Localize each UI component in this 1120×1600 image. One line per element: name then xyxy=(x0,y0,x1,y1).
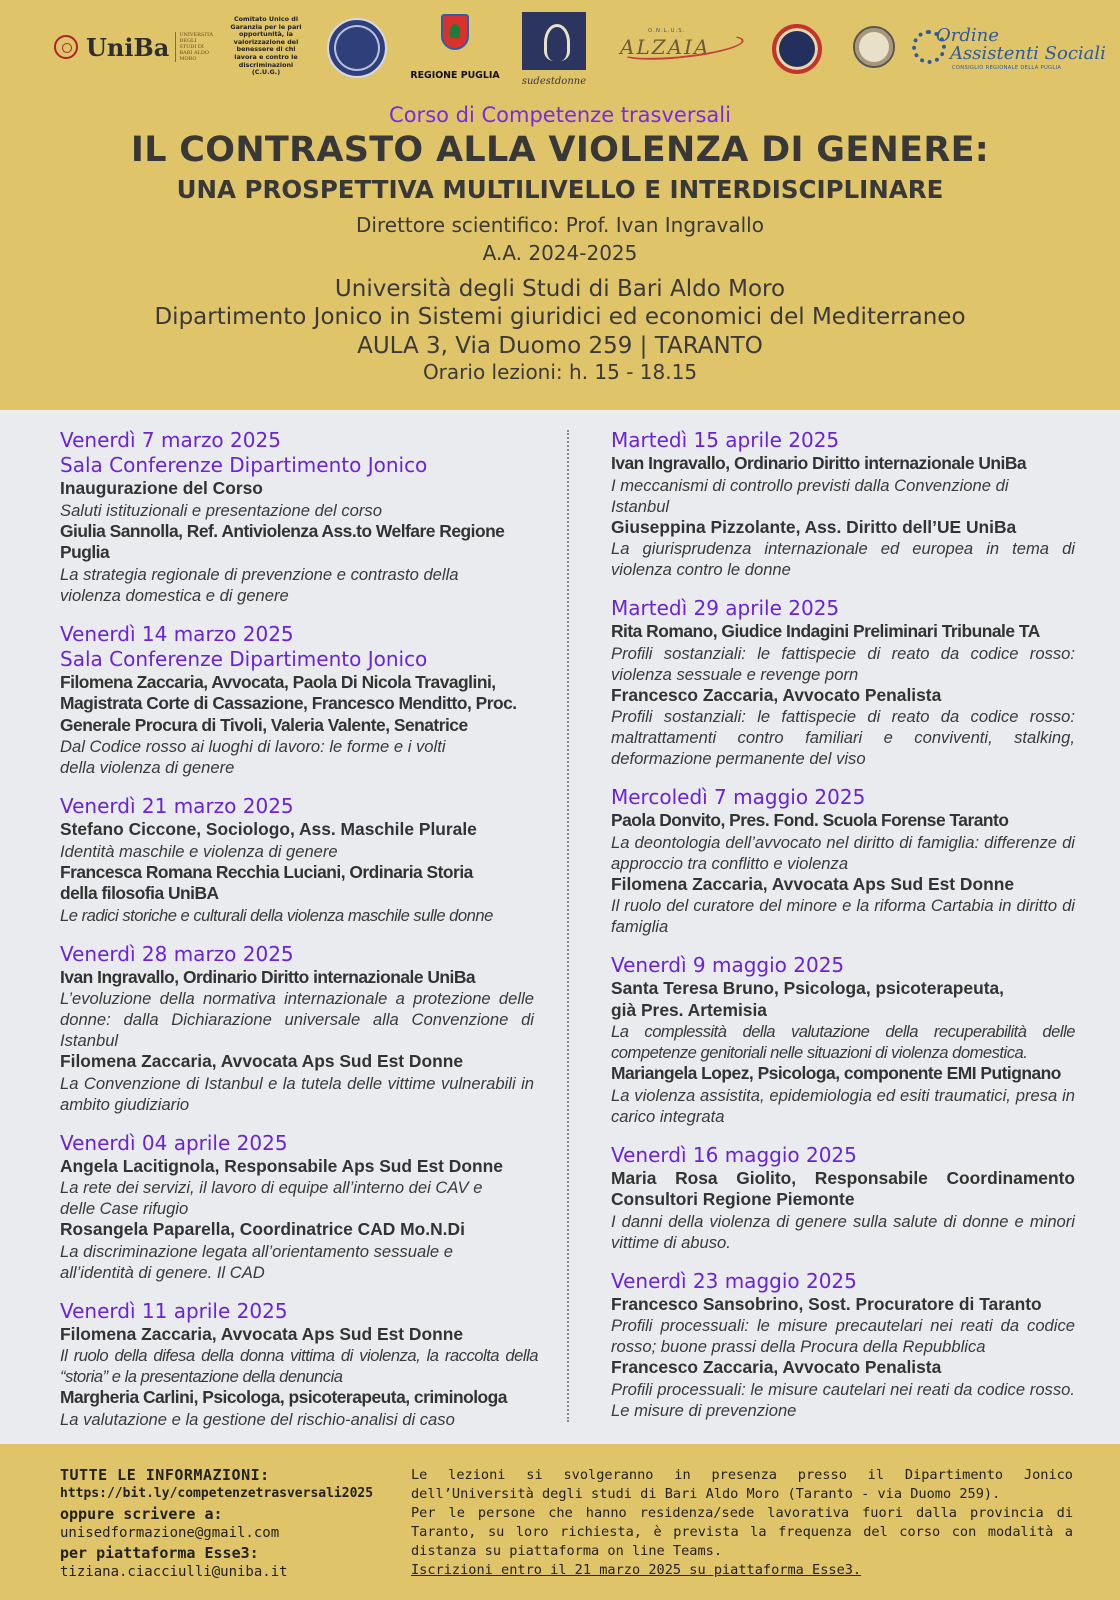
venue-address: AULA 3, Via Duomo 259 | TARANTO xyxy=(357,333,763,359)
contact-info xyxy=(60,1466,400,1581)
session-date: Martedì 15 aprile 2025 xyxy=(611,428,840,452)
session-entry xyxy=(60,862,538,926)
session xyxy=(60,428,538,606)
alzaia-wordmark: ALZAIA xyxy=(620,35,711,59)
session-entry xyxy=(611,1063,1075,1127)
note-registration: Iscrizioni entro il 21 marzo 2025 su piattaforma Esse3. xyxy=(411,1562,862,1578)
session-speaker: Giulia Sannolla, Ref. Antiviolenza Ass.to Welfare Regione Puglia xyxy=(60,520,505,562)
write-label: oppure scrivere a: xyxy=(60,1505,223,1523)
session-speaker: Filomena Zaccaria, Avvocata Aps Sud Est Donne xyxy=(60,1051,463,1071)
session-entry xyxy=(60,1156,538,1220)
session-entry xyxy=(611,1168,1075,1253)
uniba-logo xyxy=(54,32,214,62)
uniba-seal-icon xyxy=(54,35,78,59)
session xyxy=(60,942,538,1115)
sudestdonne-mark-icon xyxy=(522,12,586,70)
session xyxy=(60,1299,538,1430)
session-entry xyxy=(611,874,1075,938)
program-right-column xyxy=(611,428,1075,1437)
session-topic: Le radici storiche e culturali della violenza maschile sulle donne xyxy=(60,905,493,925)
session-entry xyxy=(611,685,1075,770)
session-topic: Saluti istituzionali e presentazione del corso xyxy=(60,500,382,520)
session-topic: La strategia regionale di prevenzione e contrasto della violenza domestica e di genere xyxy=(60,564,459,605)
course-type: Corso di Competenze trasversali xyxy=(389,103,731,127)
contact-email[interactable]: unisedformazione@gmail.com xyxy=(60,1525,280,1541)
column-divider xyxy=(567,430,569,1422)
session-date: Venerdì 16 maggio 2025 xyxy=(611,1142,857,1167)
session-speaker: Ivan Ingravallo, Ordinario Diritto internazionale UniBa xyxy=(611,453,1027,473)
session-entry xyxy=(611,1294,1075,1358)
session-date: Venerdì 23 maggio 2025 xyxy=(611,1268,857,1293)
session-topic: I meccanismi di controllo previsti dalla Convenzione di Istanbul xyxy=(611,475,1009,516)
session-topic: Profili sostanziali: le fattispecie di reato da codice rosso: maltrattamenti contro familiari e conviventi, stalking, deformazione permanente del viso xyxy=(611,707,1075,768)
info-link[interactable]: https://bit.ly/competenzetrasversali2025 xyxy=(60,1486,374,1501)
session-topic: L’evoluzione della normativa internazionale a protezione delle donne: dalla Dichiarazione universale alla Convenzione di Istanbul xyxy=(60,989,534,1050)
session-entry xyxy=(611,517,1075,581)
session-speaker: Santa Teresa Bruno, Psicologa, psicoterapeuta, già Pres. Artemisia xyxy=(611,978,1005,1020)
cug-logo-text: Comitato Unico di Garanzia per le pari opportunità, la valorizzazione del benessere di chi lavora e contro le discriminazioni (C.U.G.) xyxy=(230,15,302,77)
forensic-association-seal-icon xyxy=(772,24,822,74)
session-speaker: Stefano Ciccone, Sociologo, Ass. Maschile Plurale xyxy=(60,819,477,839)
session-topic: La Convenzione di Istanbul e la tutela delle vittime vulnerabili in ambito giudiziario xyxy=(60,1073,534,1114)
session-entry xyxy=(60,1387,538,1430)
alzaia-logo xyxy=(620,26,744,60)
note-in-person: Le lezioni si svolgeranno in presenza presso il Dipartimento Jonico dell’Università degli studi di Bari Aldo Moro (Taranto - via Duomo 259). xyxy=(411,1467,1073,1502)
academic-year: A.A. 2024-2025 xyxy=(482,241,638,265)
session-date: Venerdì 28 marzo 2025 xyxy=(60,941,294,966)
lesson-hours: Orario lezioni: h. 15 - 18.15 xyxy=(422,360,698,384)
attendance-notes xyxy=(411,1466,1073,1580)
session-entry xyxy=(611,978,1075,1063)
session-topic: Identità maschile e violenza di genere xyxy=(60,841,338,861)
session-topic: La deontologia dell’avvocato nel diritto di famiglia: differenze di approccio tra conflitto e violenza xyxy=(611,832,1075,873)
alzaia-onlus: O.N.L.U.S. xyxy=(648,28,686,34)
session-topic: La rete dei servizi, il lavoro di equipe all’interno dei CAV e delle Case rifugio xyxy=(60,1178,483,1218)
session-entry xyxy=(611,621,1075,685)
session-topic: La valutazione e la gestione del rischio-analisi di caso xyxy=(60,1409,455,1429)
sudestdonne-logo xyxy=(520,12,588,87)
sudestdonne-label: sudestdonne xyxy=(521,76,587,87)
session-speaker: Giuseppina Pizzolante, Ass. Diritto dell’UE UniBa xyxy=(611,516,1017,537)
regione-puglia-logo xyxy=(408,14,502,81)
session-entry xyxy=(60,672,538,779)
note-remote: Per le persone che hanno residenza/sede lavorativa fuori dalla provincia di Taranto, su loro richiesta, è prevista la frequenza del corso con modalità a distanza su piattaforma on line Teams. xyxy=(411,1505,1073,1559)
session-place: Sala Conferenze Dipartimento Jonico xyxy=(60,646,428,671)
session-speaker: Filomena Zaccaria, Avvocata Aps Sud Est Donne xyxy=(611,873,1014,894)
session xyxy=(611,785,1075,937)
session xyxy=(611,1269,1075,1421)
session xyxy=(60,1131,538,1283)
session xyxy=(611,596,1075,769)
session-topic: Profili processuali: le misure cautelari nei reati da codice rosso. Le misure di prevenzione xyxy=(611,1379,1075,1420)
session-date: Venerdì 21 marzo 2025 xyxy=(60,794,294,818)
uniba-caption: UNIVERSITÀ DEGLI STUDI DI BARI ALDO MORO xyxy=(175,32,211,62)
uniba-wordmark: UniBa xyxy=(86,32,170,62)
session-date: Venerdì 11 aprile 2025 xyxy=(60,1298,288,1323)
session xyxy=(60,794,538,926)
session-topic: Dal Codice rosso ai luoghi di lavoro: le forme e i volti della violenza di genere xyxy=(60,737,446,777)
session xyxy=(60,622,538,779)
session-speaker: Francesco Zaccaria, Avvocato Penalista xyxy=(611,1357,942,1377)
session-date: Venerdì 14 marzo 2025 xyxy=(60,621,294,646)
session-speaker: Filomena Zaccaria, Avvocata, Paola Di Nicola Travaglini, Magistrata Corte di Cassazione, Francesco Menditto, Proc. Generale Procura di Tivoli, Valeria Valente, Senatrice xyxy=(60,671,517,735)
department-name: Dipartimento Jonico in Sistemi giuridici ed economici del Mediterraneo xyxy=(154,304,966,330)
session-speaker: Francesca Romana Recchia Luciani, Ordinaria Storia della filosofia UniBA xyxy=(60,861,473,903)
session-date: Venerdì 9 maggio 2025 xyxy=(611,953,845,977)
info-label: TUTTE LE INFORMAZIONI: xyxy=(60,1466,270,1484)
session-topic: Profili sostanziali: le fattispecie di reato da codice rosso: violenza sessuale e revenge porn xyxy=(611,643,1075,684)
session-entry xyxy=(611,453,1075,517)
session-entry xyxy=(60,1051,538,1115)
session-entry xyxy=(60,967,538,1052)
footer-banner xyxy=(0,1444,1120,1600)
program-left-column xyxy=(60,428,538,1446)
regione-puglia-label: REGIONE PUGLIA xyxy=(410,70,500,81)
session-entry xyxy=(60,521,538,606)
session-topic: I danni della violenza di genere sulla salute di donne e minori vittime di abuso. xyxy=(611,1211,1075,1252)
session-topic: Il ruolo della difesa della donna vittima di violenza, la raccolta della “storia” e la presentazione della denuncia xyxy=(60,1346,538,1386)
session-speaker: Paola Donvito, Pres. Fond. Scuola Forense Taranto xyxy=(611,810,1009,830)
scientific-director: Direttore scientifico: Prof. Ivan Ingravallo xyxy=(356,213,764,237)
scuola-forense-seal-icon xyxy=(853,26,895,68)
session-speaker: Angela Lacitignola, Responsabile Aps Sud Est Donne xyxy=(60,1155,503,1176)
session-speaker: Filomena Zaccaria, Avvocata Aps Sud Est Donne xyxy=(60,1323,463,1344)
session-place: Sala Conferenze Dipartimento Jonico xyxy=(60,453,428,477)
session-date: Venerdì 7 marzo 2025 xyxy=(60,428,281,452)
session-entry xyxy=(60,1324,538,1388)
esse3-email[interactable]: tiziana.ciacciulli@uniba.it xyxy=(60,1564,288,1580)
department-seal-icon xyxy=(327,18,387,78)
ordine-word-2: Assistenti Sociali xyxy=(950,43,1106,64)
session-topic: La violenza assistita, epidemiologia ed esiti traumatici, presa in carico integrata xyxy=(611,1085,1075,1126)
header-banner xyxy=(0,0,1120,410)
session-entry xyxy=(611,1357,1075,1421)
session-speaker: Maria Rosa Giolito, Responsabile Coordinamento Consultori Regione Piemonte xyxy=(611,1167,1075,1209)
session-speaker: Ivan Ingravallo, Ordinario Diritto internazionale UniBa xyxy=(60,966,476,987)
session-speaker: Margheria Carlini, Psicologa, psicoterapeuta, criminologa xyxy=(60,1387,507,1407)
scuola-forense-logo xyxy=(848,20,900,76)
course-title: IL CONTRASTO ALLA VIOLENZA DI GENERE: xyxy=(130,130,990,170)
session-speaker: Rosangela Paparella, Coordinatrice CAD Mo.N.Di xyxy=(60,1219,465,1239)
session-topic: La giurisprudenza internazionale ed europea in tema di violenza contro le donne xyxy=(611,539,1075,579)
session-entry xyxy=(60,1219,538,1283)
session xyxy=(611,953,1075,1127)
session xyxy=(611,428,1075,580)
ordine-caption: CONSIGLIO REGIONALE DELLA PUGLIA xyxy=(952,65,1062,71)
session-speaker: Francesco Sansobrino, Sost. Procuratore di Taranto xyxy=(611,1293,1042,1314)
ordine-assistenti-sociali-logo xyxy=(912,25,1106,76)
session-date: Mercoledì 7 maggio 2025 xyxy=(611,785,866,809)
session-entry xyxy=(60,819,538,862)
session-date: Martedì 29 aprile 2025 xyxy=(611,596,840,620)
session-topic: La complessità della valutazione della recuperabilità delle competenze genitoriali nelle situazioni di violenza domestica. xyxy=(611,1022,1075,1062)
session-entry xyxy=(60,478,538,521)
ordine-word-1: Ordine xyxy=(936,25,999,46)
esse3-label: per piattaforma Esse3: xyxy=(60,1544,259,1562)
regione-shield-icon xyxy=(441,14,469,50)
session-speaker: Inaugurazione del Corso xyxy=(60,478,263,498)
session xyxy=(611,1143,1075,1253)
session-speaker: Mariangela Lopez, Psicologa, componente EMI Putignano xyxy=(611,1063,1061,1083)
session-topic: Profili processuali: le misure precautelari nei reati da codice rosso; buone prassi della Procura della Repubblica xyxy=(611,1316,1075,1356)
university-name: Università degli Studi di Bari Aldo Moro xyxy=(334,276,786,302)
session-topic: Il ruolo del curatore del minore e la riforma Cartabia in diritto di famiglia xyxy=(611,896,1075,936)
session-speaker: Rita Romano, Giudice Indagini Preliminari Tribunale TA xyxy=(611,621,1040,641)
course-subtitle: UNA PROSPETTIVA MULTILIVELLO E INTERDISCIPLINARE xyxy=(176,175,944,204)
session-topic: La discriminazione legata all’orientamento sessuale e all’identità di genere. Il CAD xyxy=(60,1241,453,1282)
session-speaker: Francesco Zaccaria, Avvocato Penalista xyxy=(611,684,942,705)
session-entry xyxy=(611,810,1075,874)
partner-logos xyxy=(0,0,1120,95)
session-date: Venerdì 04 aprile 2025 xyxy=(60,1130,288,1155)
